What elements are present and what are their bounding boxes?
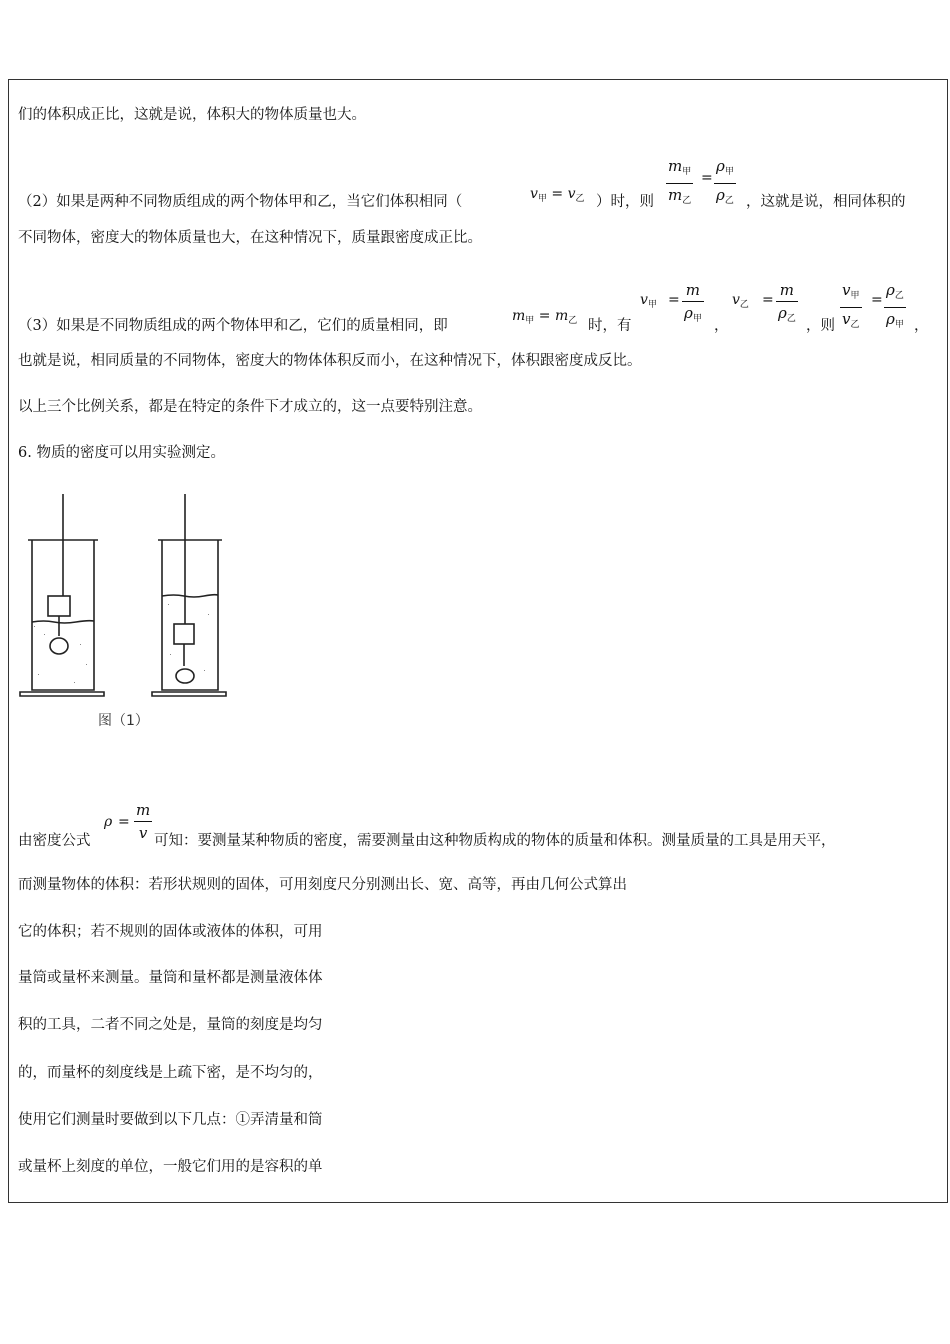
text-line-2b: ）时，则 <box>596 194 654 210</box>
fraction-m-over-rho-jia: m $\rho_甲$ <box>684 281 702 324</box>
text-line-13: 的，而量杯的刻度线是上疏下密，是不均匀的， <box>18 1065 323 1081</box>
text-line-11: 量筒或量杯来测量。量筒和量杯都是测量液体体 <box>18 970 323 986</box>
fraction-m-over-rho-yi: m $\rho_乙$ <box>778 281 796 324</box>
formula-v-equal: $v_甲 = v_乙$ <box>530 186 585 204</box>
text-line-15: 或量杯上刻度的单位，一般它们用的是容积的单 <box>18 1159 323 1175</box>
text-line-3: 不同物体，密度大的物体质量也大，在这种情况下，质量跟密度成正比。 <box>18 230 482 246</box>
text-line-9: 而测量物体的体积：若形状规则的固体，可用刻度尺分别测出长、宽、高等，再由几何公式算出 <box>18 877 627 893</box>
text-line-14: 使用它们测量时要做到以下几点：①弄清量和筒 <box>18 1112 323 1128</box>
v-jia-symbol: $v_甲$ <box>640 292 657 310</box>
equals-sign: = <box>762 292 774 308</box>
cylinder-figure <box>14 494 234 704</box>
v-yi-symbol: $v_乙$ <box>732 292 749 310</box>
text-line-10: 它的体积；若不规则的固体或液体的体积，可用 <box>18 924 323 940</box>
equals-sign: = <box>871 292 883 308</box>
fraction-rho-ratio: $\rho_甲$ $\rho_乙$ <box>716 157 734 206</box>
text-line-1: 们的体积成正比，这就是说，体积大的物体质量也大。 <box>18 107 366 123</box>
text-line-4a: （3）如果是不同物质组成的两个物体甲和乙，它们的质量相同，即 <box>18 318 448 334</box>
fraction-m-ratio: $m_甲$ $m_乙$ <box>668 157 692 206</box>
equals-sign: = <box>118 814 130 830</box>
fraction-rho-ratio-inverse: $\rho_乙$ $\rho_甲$ <box>886 281 904 330</box>
figure-caption: 图（1） <box>98 713 149 729</box>
text-line-7: 6. 物质的密度可以用实验测定。 <box>18 445 225 461</box>
fraction-m-over-v: m v <box>136 801 151 842</box>
text-line-2a: （2）如果是两种不同物质组成的两个物体甲和乙，当它们体积相同（ <box>18 194 463 210</box>
rho-symbol: ρ <box>104 814 113 830</box>
text-line-12: 积的工具，二者不同之处是，量筒的刻度是均匀 <box>18 1017 323 1033</box>
equals-sign: = <box>668 292 680 308</box>
text-line-8a: 由密度公式 <box>18 833 91 849</box>
text-line-4c: ， <box>714 318 729 334</box>
equals-sign: = <box>701 170 713 186</box>
text-line-5: 也就是说，相同质量的不同物体，密度大的物体体积反而小，在这种情况下，体积跟密度成反比。 <box>18 353 642 369</box>
text-line-2c: ，这就是说，相同体积的 <box>746 194 906 210</box>
text-line-4e: ， <box>914 318 929 334</box>
text-line-8b: 可知：要测量某种物质的密度，需要测量由这种物质构成的物体的质量和体积。测量质量的工具是用天平， <box>154 833 836 849</box>
fraction-v-ratio: $v_甲$ $v_乙$ <box>842 281 860 330</box>
text-line-6: 以上三个比例关系，都是在特定的条件下才成立的，这一点要特别注意。 <box>18 399 482 415</box>
text-line-4b: 时，有 <box>588 318 632 334</box>
formula-m-equal: $m_甲 = m_乙$ <box>512 308 578 326</box>
text-line-4d: ，则 <box>806 318 835 334</box>
